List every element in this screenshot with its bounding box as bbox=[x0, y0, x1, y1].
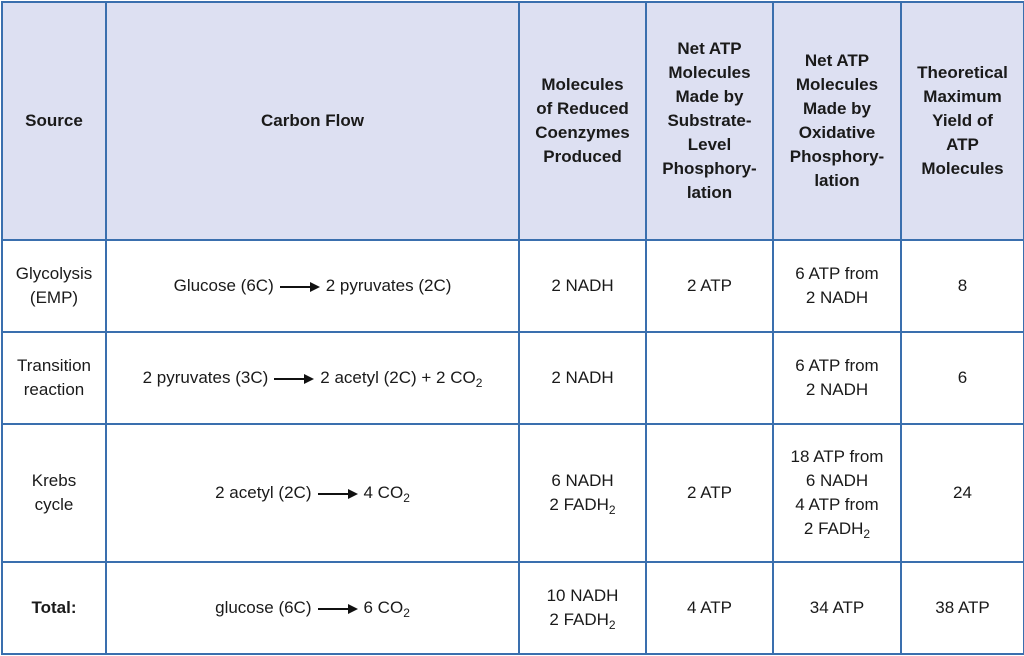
cell-carbon-flow: 2 acetyl (2C) 4 $CO_2$ bbox=[106, 424, 519, 562]
header-carbon-flow: Carbon Flow bbox=[106, 2, 519, 240]
cell-substrate-atp: 2 ATP bbox=[646, 240, 773, 332]
header-theoretical-yield: Theoretical Maximum Yield of ATP Molecules bbox=[901, 2, 1024, 240]
arrow-icon bbox=[280, 282, 320, 292]
cell-oxidative-atp: 18 ATP from 6 NADH 4 ATP from 2 $FADH_2$ bbox=[773, 424, 901, 562]
cell-yield: 8 bbox=[901, 240, 1024, 332]
cell-coenzymes: 2 NADH bbox=[519, 240, 646, 332]
table-row-glycolysis bbox=[2, 240, 1024, 332]
cell-oxidative-atp: 6 ATP from 2 NADH bbox=[773, 240, 901, 332]
cell-coenzymes: 2 NADH bbox=[519, 332, 646, 424]
cell-carbon-flow: Glucose (6C) 2 pyruvates (2C) bbox=[106, 240, 519, 332]
cell-source: Transition reaction bbox=[2, 332, 106, 424]
cell-source: Total: bbox=[2, 562, 106, 654]
header-source: Source bbox=[2, 2, 106, 240]
header-oxidative: Net ATP Molecules Made by Oxidative Phosphory- lation bbox=[773, 2, 901, 240]
cell-coenzymes: 6 NADH 2 $FADH_2$ bbox=[519, 424, 646, 562]
cell-source: Krebs cycle bbox=[2, 424, 106, 562]
table-row-krebs bbox=[2, 424, 1024, 562]
arrow-icon bbox=[318, 489, 358, 499]
cell-coenzymes: 10 NADH 2 $FADH_2$ bbox=[519, 562, 646, 654]
header-row bbox=[2, 2, 1024, 240]
cell-yield: 38 ATP bbox=[901, 562, 1024, 654]
header-substrate-level: Net ATP Molecules Made by Substrate- Level Phosphory- lation bbox=[646, 2, 773, 240]
cell-substrate-atp: 2 ATP bbox=[646, 424, 773, 562]
arrow-icon bbox=[318, 604, 358, 614]
cell-substrate-atp bbox=[646, 332, 773, 424]
cell-substrate-atp: 4 ATP bbox=[646, 562, 773, 654]
cell-yield: 6 bbox=[901, 332, 1024, 424]
arrow-icon bbox=[274, 374, 314, 384]
cell-source: Glycolysis (EMP) bbox=[2, 240, 106, 332]
table-row-transition bbox=[2, 332, 1024, 424]
cell-oxidative-atp: 34 ATP bbox=[773, 562, 901, 654]
table-row-total bbox=[2, 562, 1024, 654]
cell-yield: 24 bbox=[901, 424, 1024, 562]
atp-yield-table bbox=[1, 1, 1024, 655]
cell-oxidative-atp: 6 ATP from 2 NADH bbox=[773, 332, 901, 424]
cell-carbon-flow: 2 pyruvates (3C) 2 acetyl (2C) + 2 $CO_2$ bbox=[106, 332, 519, 424]
header-coenzymes: Molecules of Reduced Coenzymes Produced bbox=[519, 2, 646, 240]
cell-carbon-flow: glucose (6C) 6 $CO_2$ bbox=[106, 562, 519, 654]
